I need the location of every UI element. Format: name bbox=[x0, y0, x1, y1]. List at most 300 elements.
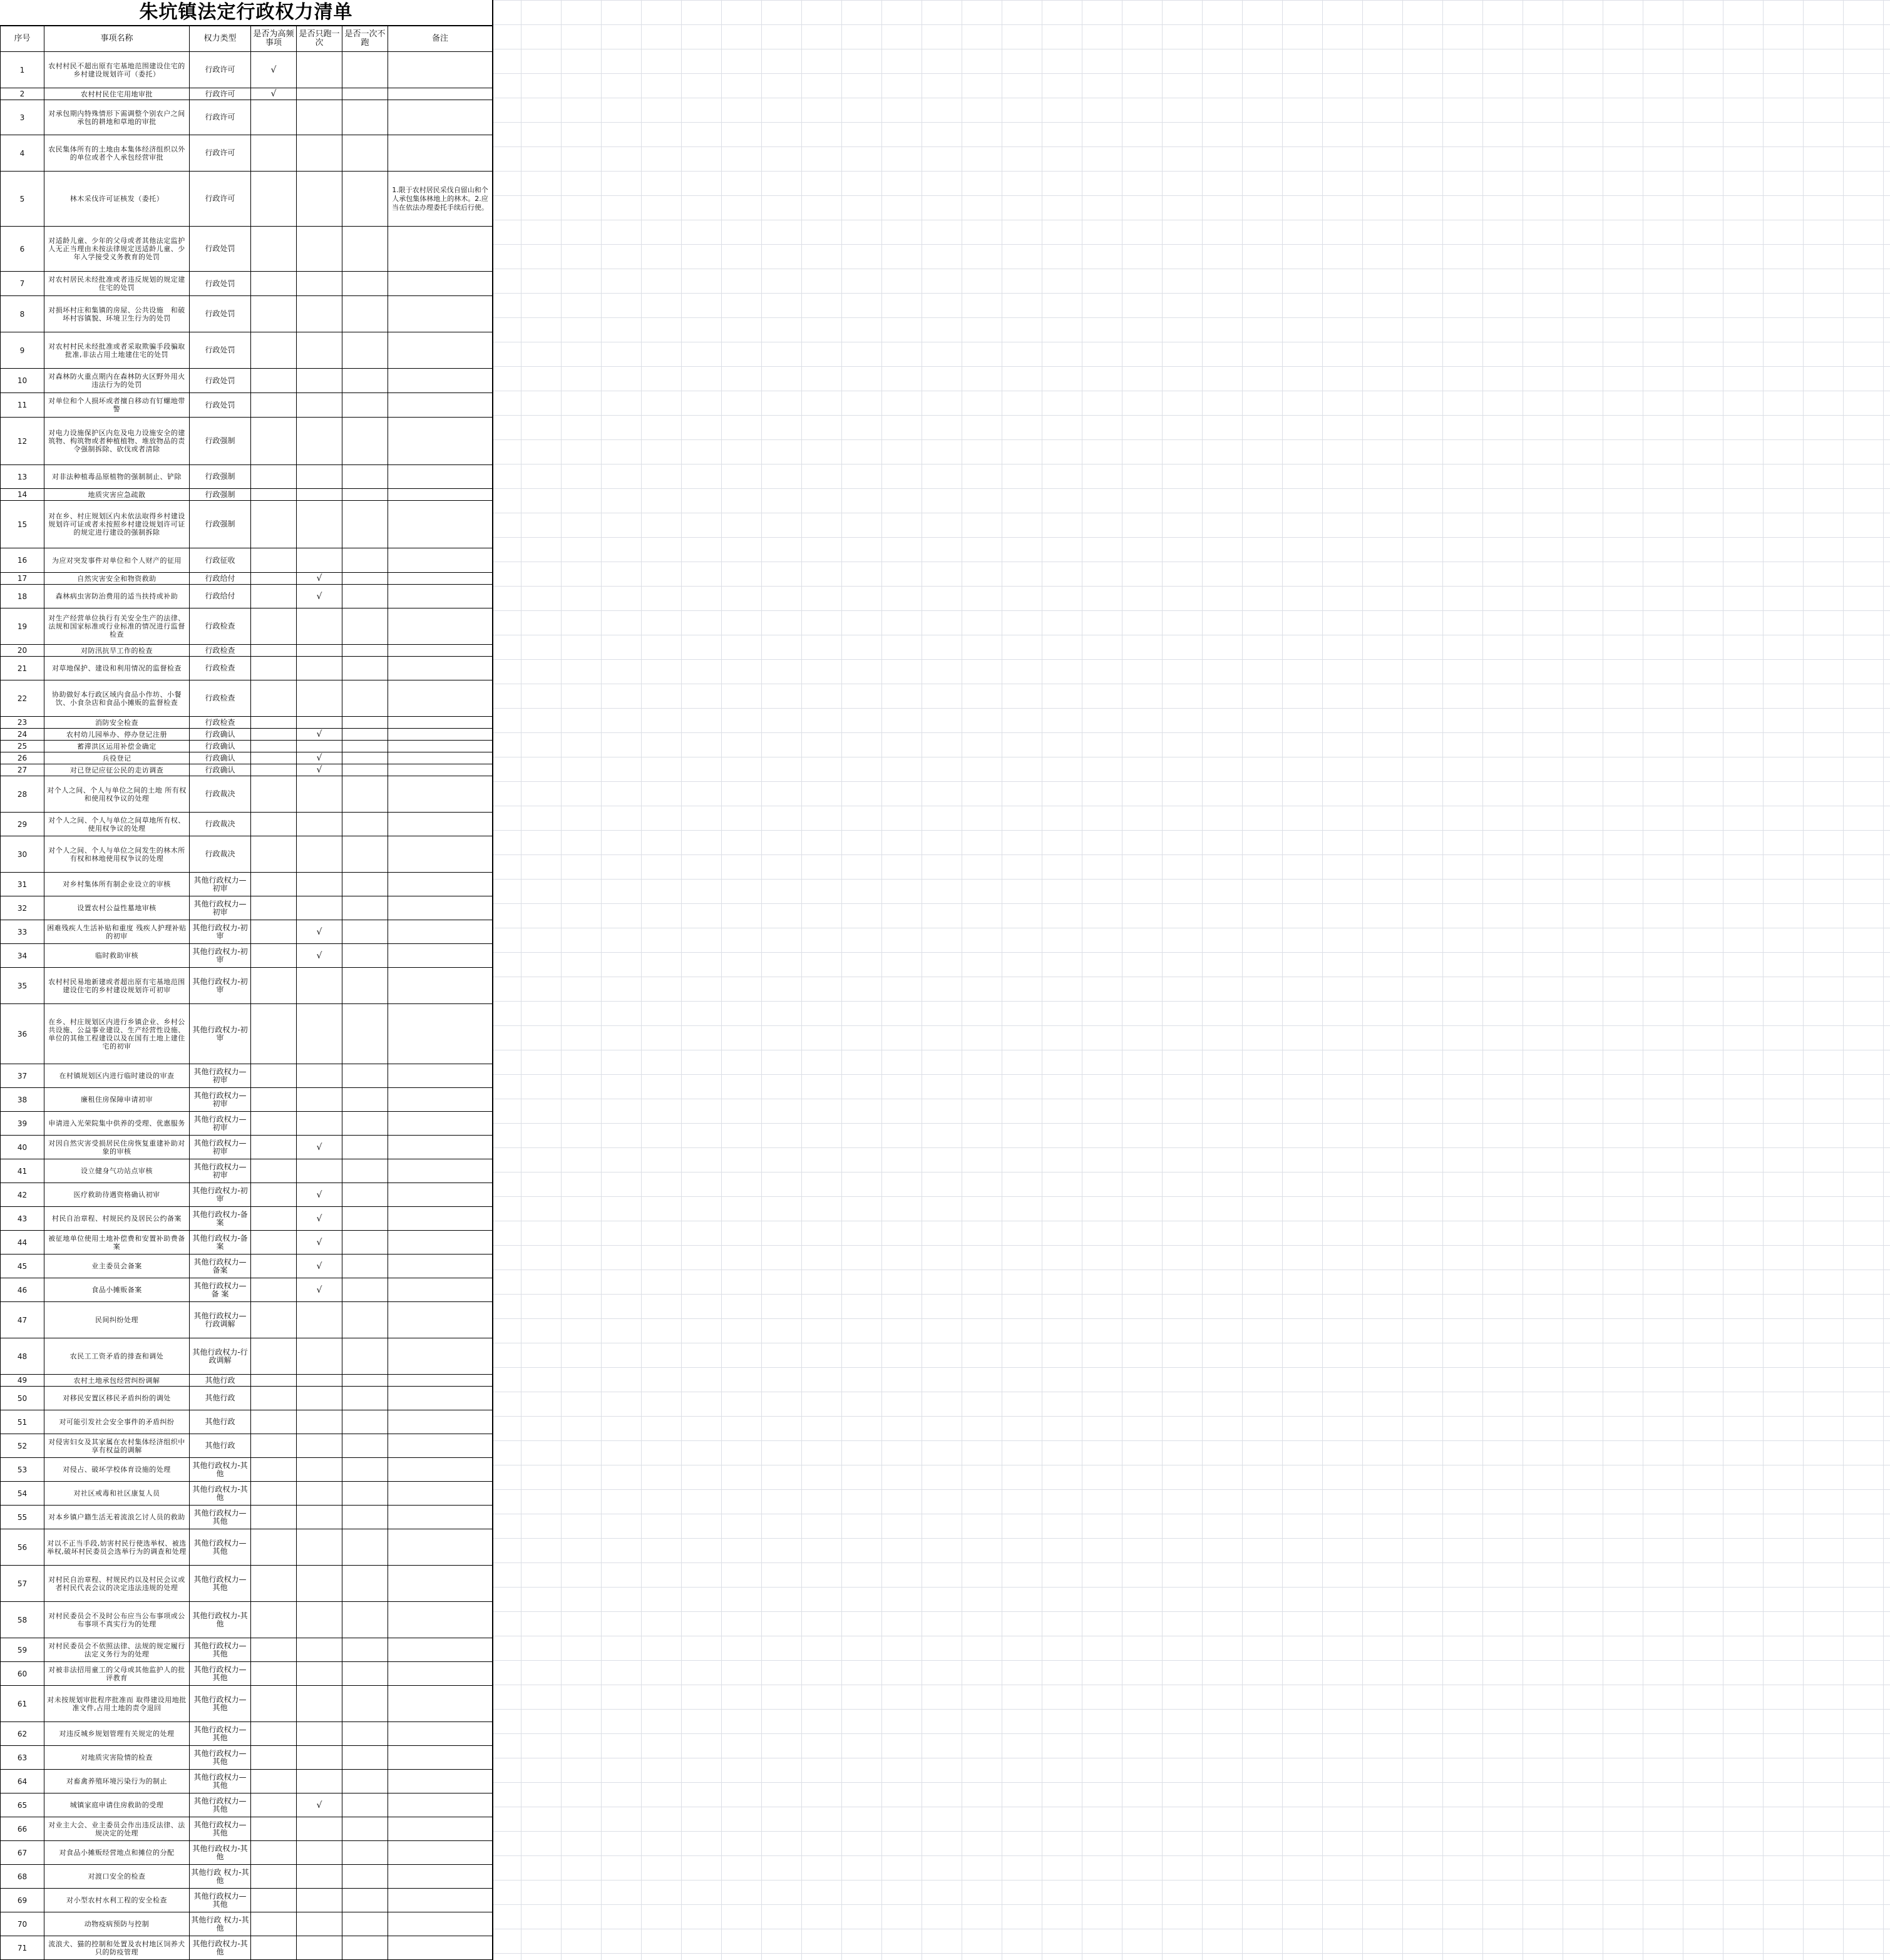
cell-index[interactable]: 71 bbox=[1, 1936, 44, 1960]
cell-power-type[interactable]: 其他行政权力-初审 bbox=[190, 968, 251, 1004]
cell-no-run[interactable] bbox=[342, 296, 388, 332]
cell-power-type[interactable]: 其他行政 bbox=[190, 1375, 251, 1387]
cell-item-name[interactable]: 对损坏村庄和集镇的房屋、公共设施 和破坏村容镇貌、环境卫生行为的处罚 bbox=[44, 296, 190, 332]
cell-power-type[interactable]: 行政检查 bbox=[190, 645, 251, 657]
cell-high-frequency[interactable] bbox=[251, 1064, 297, 1088]
cell-high-frequency[interactable] bbox=[251, 752, 297, 764]
cell-remarks[interactable] bbox=[388, 1375, 493, 1387]
cell-remarks[interactable] bbox=[388, 1722, 493, 1746]
cell-no-run[interactable] bbox=[342, 501, 388, 548]
cell-remarks[interactable] bbox=[388, 1064, 493, 1088]
cell-item-name[interactable]: 动物疫病预防与控制 bbox=[44, 1912, 190, 1936]
cell-remarks[interactable] bbox=[388, 764, 493, 776]
cell-no-run[interactable] bbox=[342, 332, 388, 369]
cell-index[interactable]: 64 bbox=[1, 1770, 44, 1793]
cell-remarks[interactable] bbox=[388, 1662, 493, 1686]
cell-no-run[interactable] bbox=[342, 1529, 388, 1566]
cell-high-frequency[interactable] bbox=[251, 573, 297, 585]
cell-remarks[interactable] bbox=[388, 501, 493, 548]
cell-item-name[interactable]: 村民自治章程、村规民约及居民公约备案 bbox=[44, 1207, 190, 1231]
cell-high-frequency[interactable] bbox=[251, 1434, 297, 1458]
cell-high-frequency[interactable] bbox=[251, 1231, 297, 1255]
cell-item-name[interactable]: 业主委员会备案 bbox=[44, 1255, 190, 1278]
cell-item-name[interactable]: 对电力设施保护区内危及电力设施安全的建筑物、构筑物或者种植植物、堆放物品的责令强制拆除、砍伐或者清除 bbox=[44, 418, 190, 465]
cell-no-run[interactable] bbox=[342, 1458, 388, 1482]
cell-high-frequency[interactable] bbox=[251, 608, 297, 645]
cell-run-once[interactable] bbox=[297, 489, 342, 501]
cell-remarks[interactable] bbox=[388, 135, 493, 172]
cell-power-type[interactable]: 行政检查 bbox=[190, 680, 251, 717]
cell-run-once[interactable] bbox=[297, 501, 342, 548]
cell-item-name[interactable]: 对可能引发社会安全事件的矛盾纠纷 bbox=[44, 1410, 190, 1434]
cell-power-type[interactable]: 其他行政权力—初审 bbox=[190, 896, 251, 920]
cell-remarks[interactable] bbox=[388, 393, 493, 418]
cell-power-type[interactable]: 其他行政权力-初审 bbox=[190, 944, 251, 968]
cell-high-frequency[interactable] bbox=[251, 1410, 297, 1434]
cell-run-once[interactable]: √ bbox=[297, 1207, 342, 1231]
cell-index[interactable]: 31 bbox=[1, 873, 44, 896]
cell-index[interactable]: 22 bbox=[1, 680, 44, 717]
cell-power-type[interactable]: 其他行政权力-备案 bbox=[190, 1207, 251, 1231]
cell-index[interactable]: 41 bbox=[1, 1159, 44, 1183]
cell-remarks[interactable] bbox=[388, 1088, 493, 1112]
cell-high-frequency[interactable] bbox=[251, 741, 297, 752]
cell-high-frequency[interactable] bbox=[251, 585, 297, 608]
cell-power-type[interactable]: 其他行政权力—初审 bbox=[190, 1136, 251, 1159]
cell-run-once[interactable] bbox=[297, 776, 342, 813]
cell-power-type[interactable]: 其他行政权力-其他 bbox=[190, 1458, 251, 1482]
cell-no-run[interactable] bbox=[342, 896, 388, 920]
cell-run-once[interactable] bbox=[297, 332, 342, 369]
cell-item-name[interactable]: 对乡村集体所有制企业设立的审核 bbox=[44, 873, 190, 896]
cell-run-once[interactable] bbox=[297, 1004, 342, 1064]
cell-power-type[interactable]: 行政处罚 bbox=[190, 296, 251, 332]
cell-item-name[interactable]: 对森林防火重点期内在森林防火区野外用火违法行为的处罚 bbox=[44, 369, 190, 393]
cell-remarks[interactable] bbox=[388, 1278, 493, 1302]
cell-remarks[interactable] bbox=[388, 717, 493, 729]
cell-item-name[interactable]: 城镇家庭申请住房救助的受理 bbox=[44, 1793, 190, 1817]
cell-run-once[interactable] bbox=[297, 272, 342, 296]
cell-power-type[interactable]: 其他行政权力—初审 bbox=[190, 1088, 251, 1112]
cell-run-once[interactable] bbox=[297, 296, 342, 332]
cell-power-type[interactable]: 行政裁决 bbox=[190, 836, 251, 873]
cell-run-once[interactable] bbox=[297, 1686, 342, 1722]
cell-no-run[interactable] bbox=[342, 1722, 388, 1746]
cell-no-run[interactable] bbox=[342, 717, 388, 729]
cell-run-once[interactable] bbox=[297, 135, 342, 172]
cell-item-name[interactable]: 对渡口安全的检查 bbox=[44, 1865, 190, 1889]
cell-index[interactable]: 13 bbox=[1, 465, 44, 489]
cell-remarks[interactable] bbox=[388, 1638, 493, 1662]
cell-run-once[interactable] bbox=[297, 657, 342, 680]
cell-high-frequency[interactable] bbox=[251, 465, 297, 489]
cell-index[interactable]: 42 bbox=[1, 1183, 44, 1207]
cell-index[interactable]: 37 bbox=[1, 1064, 44, 1088]
cell-remarks[interactable] bbox=[388, 729, 493, 741]
cell-run-once[interactable] bbox=[297, 1638, 342, 1662]
cell-run-once[interactable] bbox=[297, 717, 342, 729]
cell-run-once[interactable] bbox=[297, 1746, 342, 1770]
cell-power-type[interactable]: 行政裁决 bbox=[190, 776, 251, 813]
cell-item-name[interactable]: 林木采伐许可证核发（委托） bbox=[44, 172, 190, 227]
cell-index[interactable]: 21 bbox=[1, 657, 44, 680]
cell-remarks[interactable] bbox=[388, 776, 493, 813]
cell-index[interactable]: 38 bbox=[1, 1088, 44, 1112]
cell-high-frequency[interactable] bbox=[251, 1112, 297, 1136]
cell-power-type[interactable]: 行政许可 bbox=[190, 88, 251, 100]
cell-high-frequency[interactable] bbox=[251, 172, 297, 227]
cell-high-frequency[interactable] bbox=[251, 1387, 297, 1410]
cell-high-frequency[interactable] bbox=[251, 1841, 297, 1865]
cell-power-type[interactable]: 其他行政权力-其他 bbox=[190, 1936, 251, 1960]
cell-no-run[interactable] bbox=[342, 369, 388, 393]
cell-power-type[interactable]: 其他行政权力-初审 bbox=[190, 920, 251, 944]
cell-remarks[interactable] bbox=[388, 1566, 493, 1602]
cell-power-type[interactable]: 其他行政权力—其他 bbox=[190, 1506, 251, 1529]
cell-item-name[interactable]: 对侵占、破坏学校体育设施的处理 bbox=[44, 1458, 190, 1482]
cell-no-run[interactable] bbox=[342, 1302, 388, 1338]
cell-item-name[interactable]: 流浪犬、猫的控制和处置及农村地区饲养犬只的防疫管理 bbox=[44, 1936, 190, 1960]
cell-run-once[interactable] bbox=[297, 873, 342, 896]
cell-no-run[interactable] bbox=[342, 680, 388, 717]
cell-no-run[interactable] bbox=[342, 52, 388, 88]
cell-power-type[interactable]: 行政确认 bbox=[190, 764, 251, 776]
cell-no-run[interactable] bbox=[342, 776, 388, 813]
cell-remarks[interactable] bbox=[388, 1793, 493, 1817]
cell-high-frequency[interactable] bbox=[251, 1338, 297, 1375]
cell-run-once[interactable] bbox=[297, 1722, 342, 1746]
cell-remarks[interactable] bbox=[388, 1686, 493, 1722]
cell-power-type[interactable]: 其他行政权力-行政调解 bbox=[190, 1338, 251, 1375]
cell-item-name[interactable]: 对未按规划审批程序批准而 取得建设用地批准文件,占用土地的责令退回 bbox=[44, 1686, 190, 1722]
cell-remarks[interactable] bbox=[388, 1602, 493, 1638]
cell-index[interactable]: 56 bbox=[1, 1529, 44, 1566]
cell-remarks[interactable] bbox=[388, 332, 493, 369]
cell-high-frequency[interactable] bbox=[251, 1686, 297, 1722]
cell-run-once[interactable] bbox=[297, 100, 342, 135]
cell-item-name[interactable]: 对侵害妇女及其家属在农村集体经济组织中享有权益的调解 bbox=[44, 1434, 190, 1458]
cell-item-name[interactable]: 兵役登记 bbox=[44, 752, 190, 764]
cell-high-frequency[interactable] bbox=[251, 135, 297, 172]
cell-remarks[interactable] bbox=[388, 1136, 493, 1159]
cell-power-type[interactable]: 行政处罚 bbox=[190, 393, 251, 418]
cell-index[interactable]: 26 bbox=[1, 752, 44, 764]
cell-remarks[interactable] bbox=[388, 548, 493, 573]
cell-power-type[interactable]: 其他行政 bbox=[190, 1387, 251, 1410]
cell-item-name[interactable]: 协助做好本行政区域内食品小作坊、小餐饮、小食杂店和食品小摊贩的监督检查 bbox=[44, 680, 190, 717]
cell-remarks[interactable] bbox=[388, 968, 493, 1004]
cell-item-name[interactable]: 农村幼儿园举办、停办登记注册 bbox=[44, 729, 190, 741]
cell-index[interactable]: 32 bbox=[1, 896, 44, 920]
cell-power-type[interactable]: 行政检查 bbox=[190, 657, 251, 680]
cell-no-run[interactable] bbox=[342, 1255, 388, 1278]
cell-remarks[interactable] bbox=[388, 1231, 493, 1255]
cell-index[interactable]: 66 bbox=[1, 1817, 44, 1841]
cell-run-once[interactable] bbox=[297, 1602, 342, 1638]
cell-run-once[interactable]: √ bbox=[297, 573, 342, 585]
cell-item-name[interactable]: 自然灾害安全和物资救助 bbox=[44, 573, 190, 585]
cell-run-once[interactable] bbox=[297, 1387, 342, 1410]
cell-index[interactable]: 43 bbox=[1, 1207, 44, 1231]
cell-item-name[interactable]: 对承包期内特殊情形下需调整个别农户之间承包的耕地和草地的审批 bbox=[44, 100, 190, 135]
cell-index[interactable]: 27 bbox=[1, 764, 44, 776]
cell-no-run[interactable] bbox=[342, 1912, 388, 1936]
cell-run-once[interactable]: √ bbox=[297, 764, 342, 776]
cell-power-type[interactable]: 其他行政权力—其他 bbox=[190, 1722, 251, 1746]
cell-remarks[interactable] bbox=[388, 227, 493, 272]
cell-high-frequency[interactable] bbox=[251, 100, 297, 135]
cell-power-type[interactable]: 行政强制 bbox=[190, 501, 251, 548]
cell-run-once[interactable] bbox=[297, 1434, 342, 1458]
cell-index[interactable]: 15 bbox=[1, 501, 44, 548]
cell-power-type[interactable]: 行政征收 bbox=[190, 548, 251, 573]
cell-remarks[interactable] bbox=[388, 1912, 493, 1936]
cell-power-type[interactable]: 行政给付 bbox=[190, 573, 251, 585]
cell-power-type[interactable]: 行政许可 bbox=[190, 100, 251, 135]
cell-index[interactable]: 57 bbox=[1, 1566, 44, 1602]
cell-no-run[interactable] bbox=[342, 1817, 388, 1841]
cell-item-name[interactable]: 对防汛抗旱工作的检查 bbox=[44, 645, 190, 657]
cell-index[interactable]: 33 bbox=[1, 920, 44, 944]
cell-high-frequency[interactable] bbox=[251, 1482, 297, 1506]
cell-no-run[interactable] bbox=[342, 1662, 388, 1686]
cell-high-frequency[interactable] bbox=[251, 1278, 297, 1302]
cell-high-frequency[interactable] bbox=[251, 1793, 297, 1817]
cell-index[interactable]: 17 bbox=[1, 573, 44, 585]
cell-item-name[interactable]: 对因自然灾害受损居民住房恢复重建补助对象的审核 bbox=[44, 1136, 190, 1159]
cell-run-once[interactable] bbox=[297, 1375, 342, 1387]
cell-index[interactable]: 60 bbox=[1, 1662, 44, 1686]
cell-high-frequency[interactable] bbox=[251, 489, 297, 501]
cell-power-type[interactable]: 其他行政 bbox=[190, 1434, 251, 1458]
cell-index[interactable]: 67 bbox=[1, 1841, 44, 1865]
cell-remarks[interactable] bbox=[388, 1506, 493, 1529]
cell-item-name[interactable]: 在乡、村庄规划区内进行乡镇企业、乡村公共设施、公益事业建设、生产经营性设施、单位的其他工程建设以及在国有土地上建住宅的初审 bbox=[44, 1004, 190, 1064]
cell-run-once[interactable]: √ bbox=[297, 1278, 342, 1302]
cell-high-frequency[interactable] bbox=[251, 1458, 297, 1482]
cell-no-run[interactable] bbox=[342, 1566, 388, 1602]
cell-run-once[interactable]: √ bbox=[297, 585, 342, 608]
cell-high-frequency[interactable] bbox=[251, 332, 297, 369]
cell-no-run[interactable] bbox=[342, 968, 388, 1004]
cell-item-name[interactable]: 设立健身气功站点审核 bbox=[44, 1159, 190, 1183]
cell-run-once[interactable] bbox=[297, 1566, 342, 1602]
cell-index[interactable]: 39 bbox=[1, 1112, 44, 1136]
cell-remarks[interactable] bbox=[388, 1387, 493, 1410]
cell-index[interactable]: 23 bbox=[1, 717, 44, 729]
cell-run-once[interactable] bbox=[297, 1410, 342, 1434]
cell-item-name[interactable]: 农村村民易地新建或者超出原有宅基地范围建设住宅的乡村建设规划许可初审 bbox=[44, 968, 190, 1004]
cell-remarks[interactable] bbox=[388, 1746, 493, 1770]
cell-item-name[interactable]: 农村村民住宅用地审批 bbox=[44, 88, 190, 100]
cell-index[interactable]: 36 bbox=[1, 1004, 44, 1064]
cell-item-name[interactable]: 对被非法招用童工的父母或其他监护人的批评教育 bbox=[44, 1662, 190, 1686]
cell-high-frequency[interactable] bbox=[251, 1183, 297, 1207]
cell-index[interactable]: 65 bbox=[1, 1793, 44, 1817]
cell-index[interactable]: 46 bbox=[1, 1278, 44, 1302]
cell-run-once[interactable] bbox=[297, 645, 342, 657]
cell-remarks[interactable] bbox=[388, 88, 493, 100]
cell-power-type[interactable]: 行政检查 bbox=[190, 717, 251, 729]
cell-high-frequency[interactable] bbox=[251, 1207, 297, 1231]
cell-high-frequency[interactable] bbox=[251, 873, 297, 896]
cell-index[interactable]: 52 bbox=[1, 1434, 44, 1458]
cell-high-frequency[interactable] bbox=[251, 1506, 297, 1529]
cell-no-run[interactable] bbox=[342, 1278, 388, 1302]
cell-power-type[interactable]: 其他行政 权力-其他 bbox=[190, 1865, 251, 1889]
cell-no-run[interactable] bbox=[342, 1434, 388, 1458]
cell-no-run[interactable] bbox=[342, 1746, 388, 1770]
cell-run-once[interactable]: √ bbox=[297, 944, 342, 968]
cell-no-run[interactable] bbox=[342, 1841, 388, 1865]
cell-run-once[interactable] bbox=[297, 172, 342, 227]
cell-remarks[interactable] bbox=[388, 296, 493, 332]
cell-item-name[interactable]: 对村民委员会不及时公布应当公布事项或公布事项不真实行为的处理 bbox=[44, 1602, 190, 1638]
cell-high-frequency[interactable] bbox=[251, 501, 297, 548]
cell-index[interactable]: 35 bbox=[1, 968, 44, 1004]
cell-remarks[interactable] bbox=[388, 1889, 493, 1912]
cell-run-once[interactable] bbox=[297, 608, 342, 645]
cell-run-once[interactable]: √ bbox=[297, 1136, 342, 1159]
cell-no-run[interactable] bbox=[342, 585, 388, 608]
cell-no-run[interactable] bbox=[342, 645, 388, 657]
cell-remarks[interactable] bbox=[388, 680, 493, 717]
cell-index[interactable]: 30 bbox=[1, 836, 44, 873]
cell-power-type[interactable]: 行政裁决 bbox=[190, 813, 251, 836]
cell-run-once[interactable] bbox=[297, 465, 342, 489]
cell-high-frequency[interactable] bbox=[251, 1566, 297, 1602]
cell-item-name[interactable]: 对业主大会、业主委员会作出违反法律、法规决定的处理 bbox=[44, 1817, 190, 1841]
cell-no-run[interactable] bbox=[342, 1088, 388, 1112]
cell-high-frequency[interactable] bbox=[251, 1088, 297, 1112]
cell-high-frequency[interactable] bbox=[251, 836, 297, 873]
cell-run-once[interactable] bbox=[297, 1482, 342, 1506]
cell-high-frequency[interactable] bbox=[251, 1602, 297, 1638]
cell-item-name[interactable]: 对农村村民未经批准或者采取欺骗手段骗取批准,非法占用土地建住宅的处罚 bbox=[44, 332, 190, 369]
cell-item-name[interactable]: 消防安全检查 bbox=[44, 717, 190, 729]
cell-high-frequency[interactable] bbox=[251, 968, 297, 1004]
cell-high-frequency[interactable] bbox=[251, 764, 297, 776]
cell-remarks[interactable] bbox=[388, 813, 493, 836]
cell-no-run[interactable] bbox=[342, 920, 388, 944]
cell-remarks[interactable] bbox=[388, 1004, 493, 1064]
cell-power-type[interactable]: 行政处罚 bbox=[190, 272, 251, 296]
cell-item-name[interactable]: 对村民委员会不依照法律、法规的规定履行法定义务行为的处理 bbox=[44, 1638, 190, 1662]
cell-item-name[interactable]: 蓄滞洪区运用补偿金确定 bbox=[44, 741, 190, 752]
cell-high-frequency[interactable] bbox=[251, 776, 297, 813]
cell-index[interactable]: 53 bbox=[1, 1458, 44, 1482]
cell-item-name[interactable]: 对适龄儿童、少年的父母或者其他法定监护人无正当理由未按法律规定送适龄儿童、少年入学接受义务教育的处罚 bbox=[44, 227, 190, 272]
cell-run-once[interactable] bbox=[297, 1088, 342, 1112]
cell-item-name[interactable]: 设置农村公益性墓地审核 bbox=[44, 896, 190, 920]
cell-remarks[interactable] bbox=[388, 608, 493, 645]
cell-remarks[interactable] bbox=[388, 1207, 493, 1231]
cell-index[interactable]: 58 bbox=[1, 1602, 44, 1638]
cell-remarks[interactable] bbox=[388, 272, 493, 296]
cell-index[interactable]: 9 bbox=[1, 332, 44, 369]
cell-no-run[interactable] bbox=[342, 1410, 388, 1434]
cell-index[interactable]: 1 bbox=[1, 52, 44, 88]
cell-no-run[interactable] bbox=[342, 272, 388, 296]
cell-power-type[interactable]: 其他行政权力—其他 bbox=[190, 1889, 251, 1912]
cell-run-once[interactable]: √ bbox=[297, 920, 342, 944]
cell-high-frequency[interactable] bbox=[251, 1136, 297, 1159]
cell-run-once[interactable] bbox=[297, 52, 342, 88]
cell-high-frequency[interactable] bbox=[251, 1302, 297, 1338]
cell-remarks[interactable] bbox=[388, 752, 493, 764]
cell-no-run[interactable] bbox=[342, 393, 388, 418]
cell-item-name[interactable]: 对地质灾害险情的检查 bbox=[44, 1746, 190, 1770]
cell-high-frequency[interactable] bbox=[251, 418, 297, 465]
cell-index[interactable]: 68 bbox=[1, 1865, 44, 1889]
cell-power-type[interactable]: 行政强制 bbox=[190, 465, 251, 489]
cell-remarks[interactable] bbox=[388, 1865, 493, 1889]
cell-high-frequency[interactable] bbox=[251, 944, 297, 968]
cell-run-once[interactable] bbox=[297, 418, 342, 465]
cell-item-name[interactable]: 民间纠纷处理 bbox=[44, 1302, 190, 1338]
cell-item-name[interactable]: 对个人之间、个人与单位之间发生的林木所有权和林地使用权争议的处理 bbox=[44, 836, 190, 873]
cell-no-run[interactable] bbox=[342, 1889, 388, 1912]
cell-high-frequency[interactable] bbox=[251, 896, 297, 920]
cell-run-once[interactable] bbox=[297, 680, 342, 717]
cell-remarks[interactable] bbox=[388, 465, 493, 489]
cell-power-type[interactable]: 其他行政权力—其他 bbox=[190, 1566, 251, 1602]
cell-remarks[interactable] bbox=[388, 573, 493, 585]
cell-high-frequency[interactable] bbox=[251, 548, 297, 573]
cell-high-frequency[interactable] bbox=[251, 645, 297, 657]
cell-power-type[interactable]: 其他行政权力—行政调解 bbox=[190, 1302, 251, 1338]
cell-power-type[interactable]: 行政处罚 bbox=[190, 332, 251, 369]
cell-no-run[interactable] bbox=[342, 1064, 388, 1088]
cell-item-name[interactable]: 对食品小摊贩经营地点和摊位的分配 bbox=[44, 1841, 190, 1865]
cell-run-once[interactable] bbox=[297, 1770, 342, 1793]
cell-index[interactable]: 20 bbox=[1, 645, 44, 657]
cell-high-frequency[interactable] bbox=[251, 920, 297, 944]
cell-run-once[interactable] bbox=[297, 896, 342, 920]
cell-high-frequency[interactable] bbox=[251, 717, 297, 729]
cell-index[interactable]: 51 bbox=[1, 1410, 44, 1434]
cell-no-run[interactable] bbox=[342, 752, 388, 764]
cell-no-run[interactable] bbox=[342, 741, 388, 752]
cell-remarks[interactable]: 1.限于农村居民采伐自留山和个人承包集体林地上的林木。2.应当在依法办理委托手续后行使。 bbox=[388, 172, 493, 227]
cell-power-type[interactable]: 其他行政权力—初审 bbox=[190, 1064, 251, 1088]
cell-remarks[interactable] bbox=[388, 52, 493, 88]
cell-run-once[interactable] bbox=[297, 813, 342, 836]
cell-item-name[interactable]: 对单位和个人损坏或者擅自移动有钉螺地带警 bbox=[44, 393, 190, 418]
cell-power-type[interactable]: 其他行政权力—其他 bbox=[190, 1746, 251, 1770]
cell-remarks[interactable] bbox=[388, 369, 493, 393]
cell-high-frequency[interactable] bbox=[251, 1159, 297, 1183]
cell-power-type[interactable]: 其他行政权力—初审 bbox=[190, 873, 251, 896]
cell-power-type[interactable]: 其他行政权力-备案 bbox=[190, 1231, 251, 1255]
cell-power-type[interactable]: 其他行政权力—备案 bbox=[190, 1255, 251, 1278]
cell-remarks[interactable] bbox=[388, 741, 493, 752]
cell-run-once[interactable] bbox=[297, 548, 342, 573]
cell-index[interactable]: 2 bbox=[1, 88, 44, 100]
cell-no-run[interactable] bbox=[342, 657, 388, 680]
cell-run-once[interactable] bbox=[297, 1302, 342, 1338]
cell-remarks[interactable] bbox=[388, 1159, 493, 1183]
cell-item-name[interactable]: 对草地保护、建设和利用情况的监督检查 bbox=[44, 657, 190, 680]
cell-remarks[interactable] bbox=[388, 645, 493, 657]
cell-no-run[interactable] bbox=[342, 873, 388, 896]
cell-power-type[interactable]: 其他行政权力—其他 bbox=[190, 1638, 251, 1662]
cell-no-run[interactable] bbox=[342, 1482, 388, 1506]
cell-high-frequency[interactable]: √ bbox=[251, 88, 297, 100]
cell-remarks[interactable] bbox=[388, 489, 493, 501]
cell-item-name[interactable]: 在村镇规划区内进行临时建设的审查 bbox=[44, 1064, 190, 1088]
cell-index[interactable]: 3 bbox=[1, 100, 44, 135]
